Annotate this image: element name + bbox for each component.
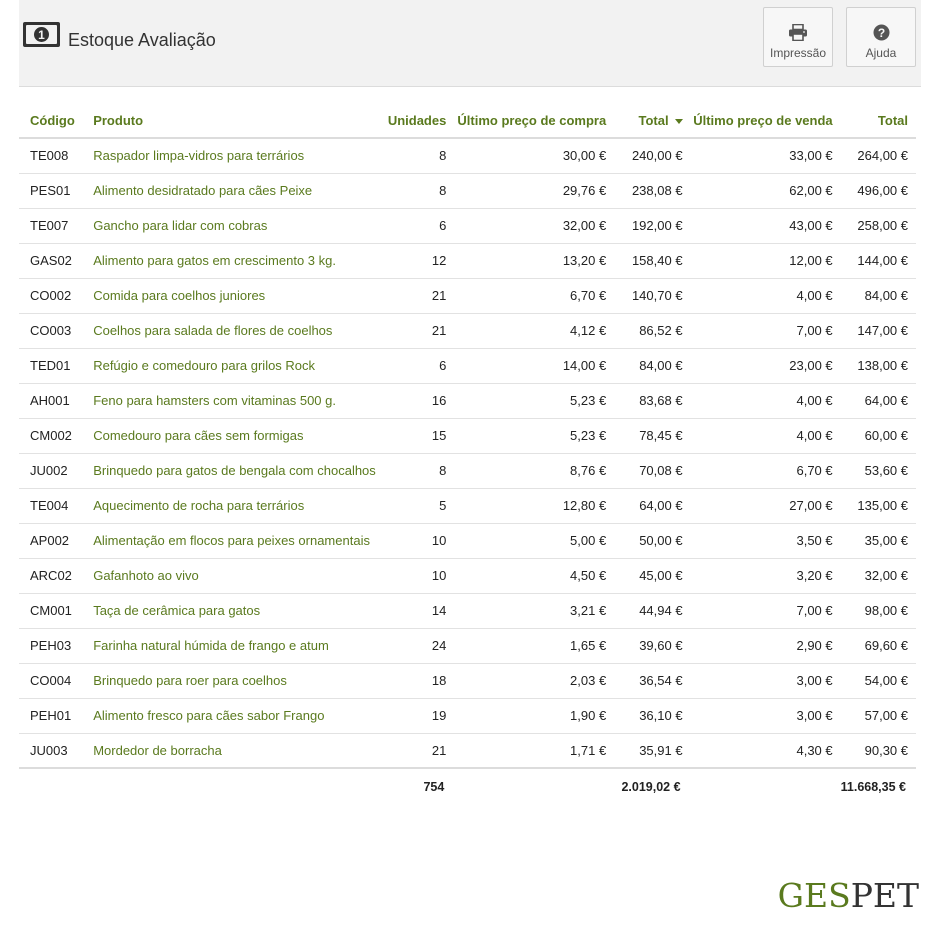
sell-total-value: 264,00 € [841, 138, 916, 173]
totals-spacer [454, 768, 614, 804]
product-cell [93, 488, 384, 523]
units-value: 5 [384, 488, 455, 523]
product-code: TED01 [19, 348, 93, 383]
product-code: JU002 [19, 453, 93, 488]
help-circle-icon [873, 24, 890, 41]
product-cell [93, 208, 384, 243]
sell-total-value: 144,00 € [841, 243, 916, 278]
buy-price-value: 2,03 € [454, 663, 614, 698]
buy-price-value: 6,70 € [454, 278, 614, 313]
product-name-link[interactable]: Refúgio e comedouro para grilos Rock [93, 358, 316, 373]
product-code: AH001 [19, 383, 93, 418]
logo-part-2: PET [850, 876, 919, 915]
sell-price-value: 3,00 € [691, 663, 841, 698]
product-name-link[interactable]: Mordedor de borracha [93, 742, 222, 758]
buy-price-value: 1,90 € [454, 698, 614, 733]
column-header-buy-total-label: Total [638, 112, 669, 128]
product-name-link[interactable]: Raspador limpa-vidros para terrários [93, 148, 305, 164]
table-row [19, 453, 916, 488]
sell-total-value: 90,30 € [841, 733, 916, 768]
logo-part-1: GES [777, 876, 851, 915]
page-title: Estoque Avaliação [68, 30, 216, 50]
sell-total-value: 54,00 € [841, 663, 916, 698]
table-row [19, 698, 916, 733]
table-row [19, 418, 916, 453]
totals-spacer [19, 768, 93, 804]
units-value: 8 [384, 138, 455, 173]
product-cell [93, 243, 384, 278]
buy-total-value: 36,10 € [614, 698, 690, 733]
column-header-sell-total[interactable]: Total [841, 103, 916, 138]
buy-price-value: 32,00 € [454, 208, 614, 243]
buy-total-value: 35,91 € [614, 733, 690, 768]
product-name-link[interactable]: Alimento desidratado para cães Peixe [93, 183, 313, 198]
sell-total-value: 69,60 € [841, 628, 916, 663]
product-code: PEH03 [19, 628, 93, 663]
column-header-buy-total[interactable] [614, 103, 690, 138]
sell-price-value: 4,00 € [691, 278, 841, 313]
product-cell [93, 173, 384, 208]
column-header-sell-price[interactable]: Último preço de venda [691, 103, 841, 138]
print-button-label: Impressão [769, 46, 827, 60]
units-value: 19 [384, 698, 455, 733]
table-header-row [19, 103, 916, 138]
buy-price-value: 29,76 € [454, 173, 614, 208]
product-name-link[interactable]: Alimentação em flocos para peixes ornamentais [93, 533, 370, 548]
column-header-product[interactable]: Produto [93, 103, 384, 138]
buy-total-value: 238,08 € [614, 173, 690, 208]
buy-total-value: 39,60 € [614, 628, 690, 663]
buy-price-value: 14,00 € [454, 348, 614, 383]
units-value: 8 [384, 453, 455, 488]
sell-total-value: 98,00 € [841, 593, 916, 628]
sell-total-value: 64,00 € [841, 383, 916, 418]
product-cell [93, 593, 384, 628]
sell-price-value: 4,30 € [691, 733, 841, 768]
units-value: 14 [384, 593, 455, 628]
sell-price-value: 4,00 € [691, 418, 841, 453]
units-value: 8 [384, 173, 455, 208]
sell-total-value: 258,00 € [841, 208, 916, 243]
product-cell [93, 698, 384, 733]
buy-total-value: 44,94 € [614, 593, 690, 628]
product-cell [93, 138, 384, 173]
table-row [19, 173, 916, 208]
table-row [19, 313, 916, 348]
total-buy-value: 2.019,02 € [614, 768, 690, 804]
product-code: PEH01 [19, 698, 93, 733]
product-cell [93, 628, 384, 663]
column-header-units[interactable]: Unidades [384, 103, 455, 138]
sell-price-value: 3,00 € [691, 698, 841, 733]
sell-price-value: 3,50 € [691, 523, 841, 558]
product-code: CO004 [19, 663, 93, 698]
buy-price-value: 5,23 € [454, 383, 614, 418]
sell-total-value: 57,00 € [841, 698, 916, 733]
buy-total-value: 86,52 € [614, 313, 690, 348]
sell-price-value: 12,00 € [691, 243, 841, 278]
product-cell [93, 383, 384, 418]
product-code: TE004 [19, 488, 93, 523]
product-code: CM001 [19, 593, 93, 628]
buy-price-value: 4,50 € [454, 558, 614, 593]
sell-total-value: 135,00 € [841, 488, 916, 523]
buy-total-value: 158,40 € [614, 243, 690, 278]
product-cell [93, 418, 384, 453]
sell-total-value: 60,00 € [841, 418, 916, 453]
product-cell [93, 348, 384, 383]
product-name-link[interactable]: Alimento para gatos em crescimento 3 kg. [93, 253, 336, 268]
product-code: CM002 [19, 418, 93, 453]
product-code: JU003 [19, 733, 93, 768]
total-units: 754 [384, 768, 455, 804]
product-name-link[interactable]: Brinquedo para roer para coelhos [93, 673, 287, 688]
buy-total-value: 50,00 € [614, 523, 690, 558]
product-name-link[interactable]: Brinquedo para gatos de bengala com chocalhos [93, 463, 376, 478]
product-code: TE007 [19, 208, 93, 243]
buy-price-value: 8,76 € [454, 453, 614, 488]
table-row [19, 278, 916, 313]
buy-price-value: 5,00 € [454, 523, 614, 558]
buy-price-value: 4,12 € [454, 313, 614, 348]
sell-total-value: 35,00 € [841, 523, 916, 558]
product-cell [93, 733, 384, 768]
buy-total-value: 70,08 € [614, 453, 690, 488]
table-row [19, 663, 916, 698]
product-name-link[interactable]: Comedouro para cães sem formigas [93, 428, 304, 443]
gespet-logo [778, 876, 919, 916]
sort-desc-icon [675, 119, 683, 124]
units-value: 10 [384, 558, 455, 593]
table-row [19, 488, 916, 523]
sell-price-value: 7,00 € [691, 313, 841, 348]
table-row [19, 383, 916, 418]
table-row [19, 558, 916, 593]
product-cell [93, 278, 384, 313]
units-value: 6 [384, 348, 455, 383]
buy-price-value: 1,65 € [454, 628, 614, 663]
table-row [19, 593, 916, 628]
product-code: GAS02 [19, 243, 93, 278]
buy-total-value: 45,00 € [614, 558, 690, 593]
buy-total-value: 78,45 € [614, 418, 690, 453]
sell-total-value: 496,00 € [841, 173, 916, 208]
totals-spacer [93, 768, 384, 804]
buy-price-value: 30,00 € [454, 138, 614, 173]
units-value: 18 [384, 663, 455, 698]
page-header [19, 0, 921, 87]
product-name-link[interactable]: Farinha natural húmida de frango e atum [93, 638, 329, 653]
buy-total-value: 140,70 € [614, 278, 690, 313]
sell-price-value: 27,00 € [691, 488, 841, 523]
units-value: 21 [384, 313, 455, 348]
sell-total-value: 84,00 € [841, 278, 916, 313]
product-name-link[interactable]: Coelhos para salada de flores de coelhos [93, 323, 333, 338]
help-button-label: Ajuda [865, 46, 897, 60]
product-cell [93, 663, 384, 698]
units-value: 21 [384, 278, 455, 313]
stock-valuation-table [19, 103, 916, 804]
sell-total-value: 53,60 € [841, 453, 916, 488]
product-name-link[interactable]: Gancho para lidar com cobras [93, 218, 268, 233]
sell-price-value: 2,90 € [691, 628, 841, 663]
units-value: 6 [384, 208, 455, 243]
svg-text:1: 1 [38, 28, 45, 42]
totals-row [19, 768, 916, 804]
sell-total-value: 147,00 € [841, 313, 916, 348]
product-name-link[interactable]: Aquecimento de rocha para terrários [93, 498, 305, 513]
buy-total-value: 64,00 € [614, 488, 690, 523]
print-button[interactable] [763, 7, 833, 67]
sell-total-value: 32,00 € [841, 558, 916, 593]
product-name-link[interactable]: Alimento fresco para cães sabor Frango [93, 708, 325, 723]
units-value: 10 [384, 523, 455, 558]
table-row [19, 523, 916, 558]
printer-icon [788, 24, 808, 41]
totals-spacer [691, 768, 841, 804]
sell-price-value: 7,00 € [691, 593, 841, 628]
units-value: 15 [384, 418, 455, 453]
product-cell [93, 523, 384, 558]
sell-price-value: 33,00 € [691, 138, 841, 173]
product-code: PES01 [19, 173, 93, 208]
buy-price-value: 1,71 € [454, 733, 614, 768]
sell-price-value: 3,20 € [691, 558, 841, 593]
product-cell [93, 558, 384, 593]
product-cell [93, 313, 384, 348]
table-row [19, 243, 916, 278]
column-header-code[interactable]: Código [19, 103, 93, 138]
help-button[interactable] [846, 7, 916, 67]
banknote-icon [22, 21, 61, 48]
sell-price-value: 23,00 € [691, 348, 841, 383]
product-cell [93, 453, 384, 488]
product-name-link[interactable]: Taça de cerâmica para gatos [93, 603, 261, 618]
units-value: 16 [384, 383, 455, 418]
sell-price-value: 4,00 € [691, 383, 841, 418]
units-value: 12 [384, 243, 455, 278]
sell-price-value: 6,70 € [691, 453, 841, 488]
product-name-link[interactable]: Feno para hamsters com vitaminas 500 g. [93, 393, 336, 408]
table-row [19, 138, 916, 173]
product-code: TE008 [19, 138, 93, 173]
column-header-buy-price[interactable]: Último preço de compra [454, 103, 614, 138]
sell-price-value: 43,00 € [691, 208, 841, 243]
product-name-link[interactable]: Comida para coelhos juniores [93, 288, 266, 303]
table-row [19, 628, 916, 663]
buy-price-value: 3,21 € [454, 593, 614, 628]
units-value: 21 [384, 733, 455, 768]
total-sell-value: 11.668,35 € [841, 768, 916, 804]
svg-text:?: ? [877, 26, 885, 40]
table-row [19, 208, 916, 243]
buy-price-value: 5,23 € [454, 418, 614, 453]
buy-price-value: 12,80 € [454, 488, 614, 523]
table-row [19, 733, 916, 768]
buy-total-value: 36,54 € [614, 663, 690, 698]
units-value: 24 [384, 628, 455, 663]
sell-total-value: 138,00 € [841, 348, 916, 383]
product-code: AP002 [19, 523, 93, 558]
buy-total-value: 192,00 € [614, 208, 690, 243]
table-row [19, 348, 916, 383]
product-code: CO002 [19, 278, 93, 313]
buy-total-value: 84,00 € [614, 348, 690, 383]
product-code: ARC02 [19, 558, 93, 593]
sell-price-value: 62,00 € [691, 173, 841, 208]
buy-total-value: 83,68 € [614, 383, 690, 418]
buy-price-value: 13,20 € [454, 243, 614, 278]
buy-total-value: 240,00 € [614, 138, 690, 173]
product-code: CO003 [19, 313, 93, 348]
product-name-link[interactable]: Gafanhoto ao vivo [93, 568, 199, 583]
